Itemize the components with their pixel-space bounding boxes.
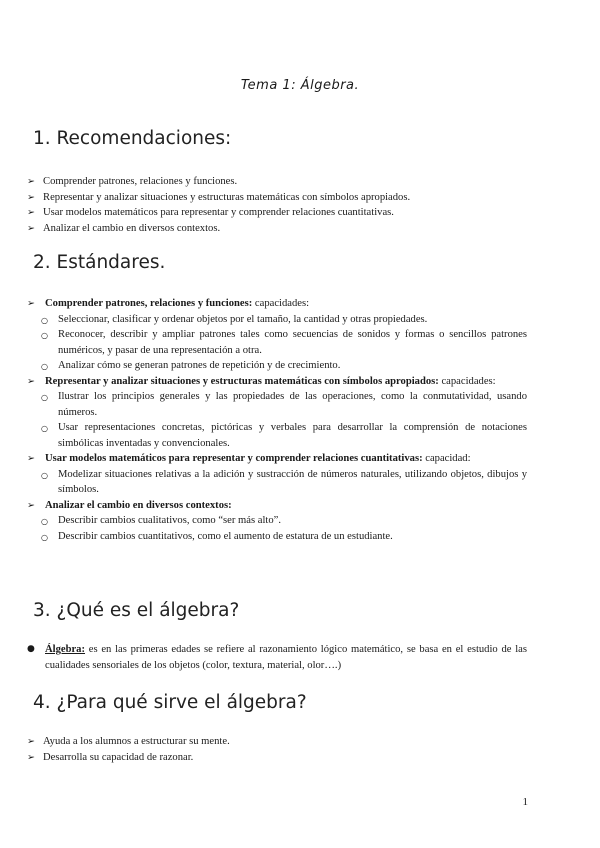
circle-bullet-icon: ○ <box>41 470 48 480</box>
standard-item: ➢ Analizar el cambio en diversos contextos: <box>27 498 527 514</box>
list-item: ➢ Representar y analizar situaciones y estructuras matemáticas con símbolos apropiados. <box>27 190 527 206</box>
definicion-algebra <box>27 642 527 673</box>
page-number: 1 <box>522 796 528 808</box>
list-item: ➢ Desarrolla su capacidad de razonar. <box>27 750 527 766</box>
sub-item: ○ Analizar cómo se generan patrones de repetición y de crecimiento. <box>27 358 527 374</box>
sub-item: ○ Modelizar situaciones relativas a la adición y sustracción de números naturales, utilizando objetos, dibujos y símbolos. <box>41 468 527 495</box>
heading-estandares: 2. Estándares. <box>33 252 166 273</box>
arrow-bullet-icon: ➢ <box>27 176 35 187</box>
list-item: ➢ Usar modelos matemáticos para representar y comprender relaciones cuantitativas. <box>27 205 527 221</box>
standard-item: ➢ Representar y analizar situaciones y estructuras matemáticas con símbolos apropiados: capacidades: <box>27 374 527 390</box>
sub-item: ○ Seleccionar, clasificar y ordenar objetos por el tamaño, la cantidad y otras propiedades. <box>27 312 527 328</box>
heading-recomendaciones: 1. Recomendaciones: <box>33 128 232 149</box>
sub-item: ○ Describir cambios cualitativos, como “ser más alto”. <box>27 513 527 529</box>
definition-item: ● Álgebra: es en las primeras edades se refiere al razonamiento lógico matemático, se basa en el estudio de las cualidades sensoriales de los objetos (color, textura, material, olor….) <box>27 644 527 671</box>
recomendaciones-list <box>27 174 527 236</box>
arrow-bullet-icon: ➢ <box>27 191 35 203</box>
circle-bullet-icon: ○ <box>41 393 48 402</box>
sub-item: ○ Describir cambios cuantitativos, como el aumento de estatura de un estudiante. <box>27 529 527 545</box>
circle-bullet-icon: ○ <box>41 532 48 542</box>
arrow-bullet-icon: ➢ <box>27 375 35 387</box>
estandares-list <box>27 296 527 544</box>
circle-bullet-icon: ○ <box>41 424 48 433</box>
standard-item: ➢ Usar modelos matemáticos para representar y comprender relaciones cuantitativas: capacidad: <box>27 451 527 467</box>
standard-item: ➢ Comprender patrones, relaciones y funciones: capacidades: <box>27 296 527 312</box>
sub-item: ○ Reconocer, describir y ampliar patrones tales como secuencias de sonidos y formas o sencillos patrones numéricos, y pasar de una representación a otra. <box>41 329 527 356</box>
list-item: ➢ Comprender patrones, relaciones y funciones. <box>27 174 527 190</box>
circle-bullet-icon: ○ <box>41 362 48 371</box>
circle-bullet-icon: ○ <box>41 331 48 340</box>
arrow-bullet-icon: ➢ <box>27 207 35 218</box>
sub-item: ○ Ilustrar los principios generales y las propiedades de las operaciones, como la conmutatividad, usando números. <box>41 391 527 418</box>
arrow-bullet-icon: ➢ <box>27 499 35 511</box>
circle-bullet-icon: ○ <box>41 315 48 325</box>
list-item: ➢ Ayuda a los alumnos a estructurar su mente. <box>27 734 527 750</box>
sub-item: ○ Usar representaciones concretas, pictóricas y verbales para desarrollar la comprensión de notaciones simbólicas inventadas y convencionales. <box>41 422 527 449</box>
term-algebra: Álgebra: <box>45 644 86 655</box>
arrow-bullet-icon: ➢ <box>27 453 35 464</box>
arrow-bullet-icon: ➢ <box>27 736 35 747</box>
arrow-bullet-icon: ➢ <box>27 298 35 309</box>
para-que-sirve-list <box>27 734 527 765</box>
list-item: ➢ Analizar el cambio en diversos contextos. <box>27 221 527 237</box>
document-title: Tema 1: Álgebra. <box>240 78 360 93</box>
circle-bullet-icon: ○ <box>41 517 48 526</box>
heading-que-es-algebra: 3. ¿Qué es el álgebra? <box>33 600 240 621</box>
heading-para-que-sirve: 4. ¿Para qué sirve el álgebra? <box>33 692 307 713</box>
dot-bullet-icon: ● <box>27 644 35 654</box>
arrow-bullet-icon: ➢ <box>27 751 35 763</box>
arrow-bullet-icon: ➢ <box>27 222 35 234</box>
